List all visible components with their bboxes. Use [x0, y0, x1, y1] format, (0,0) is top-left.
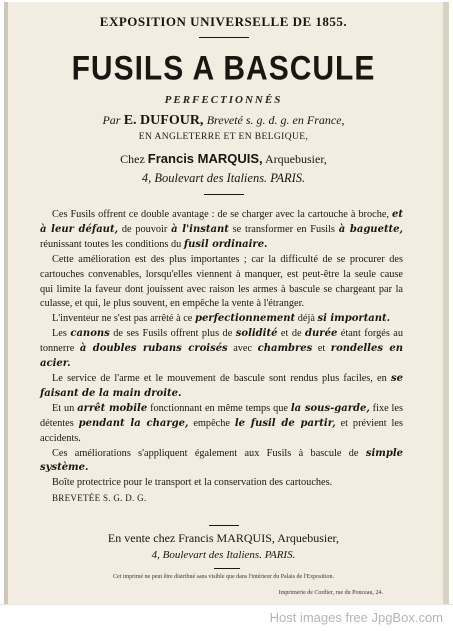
poster-title: FUSILS A BASCULE [71, 49, 376, 88]
host-bar [0, 604, 453, 631]
maker-name: E. DUFOUR, [123, 113, 204, 128]
dealer-name: Francis MARQUIS, [147, 151, 263, 166]
paragraph: Les canons de ses Fusils offrent plus de solidité et de durée étant forgés au tonnerre à doubles rubans croisés avec chambres et rondelles en acier. [40, 328, 404, 370]
dealer-line [4, 151, 443, 167]
brevete-text: Breveté s. g. d. g. en France, [206, 113, 345, 127]
paragraph: Boîte protectrice pour le transport et la conservation des cartouches. [52, 477, 333, 489]
paper-edge [4, 2, 8, 604]
paragraph: L'inventeur ne s'est pas arrêté à ce perfectionnement déjà si important. [52, 313, 391, 325]
dealer-address: 4, Boulevart des Italiens. PARIS. [141, 171, 306, 185]
paragraph: Cette amélioration est des plus importantes ; car la difficulté de se procurer des cartouches convenables, lorsqu'elles viennent à manquer, est peut-être la seule cause qui limite la faveur dont jouissent avec raison les armes à bascule se chargeant par la culasse, et qui, le plus souvent, en empêche la vente à l'étranger. [40, 253, 403, 310]
par-label: Par [102, 113, 121, 127]
paragraph: Ces Fusils offrent ce double avantage : de se charger avec la cartouche à broche, et à leur défaut, de pouvoir à l'instant se transformer en Fusils à baguette, réunissant toutes les conditions du fusil ordinaire. [40, 209, 404, 250]
poster-body [40, 208, 403, 506]
paragraph: Ces améliorations s'appliquent également aux Fusils à bascule de simple système. [40, 447, 403, 474]
poster-subtitle: PERFECTIONNÉS [164, 94, 283, 106]
divider-rule [204, 194, 244, 195]
paragraph: Et un arrêt mobile fonctionnant en même temps que la sous-garde, fixe les détentes pendant la charge, empêche le fusil de partir, et prévient les accidents. [40, 402, 403, 444]
paragraph: Le service de l'arme et le mouvement de bascule sont rendus plus faciles, en se faisant de la main droite. [40, 372, 403, 399]
sale-address: 4, Boulevart des Italiens. PARIS. [151, 549, 296, 561]
poster-sheet [4, 2, 449, 604]
patent-note: BREVETÉE S. G. D. G. [52, 493, 147, 504]
host-link[interactable]: Host images free JpgBox.com [269, 610, 443, 625]
sale-line: En vente chez Francis MARQUIS, Arquebusier, [107, 531, 340, 545]
chez-label: Chez [120, 152, 145, 166]
dealer-role: Arquebusier, [265, 152, 327, 166]
distribution-notice: Cet imprimé ne peut être distribué sans visible que dans l'intérieur du Palais de l'Exposition. [113, 574, 334, 580]
divider-rule [214, 568, 240, 569]
maker-line [4, 112, 443, 129]
divider-rule [199, 37, 249, 38]
countries-line: EN ANGLETERRE ET EN BELGIQUE, [138, 132, 309, 142]
printer-credit: Imprimerie de Cordier, rue du Ponceau, 24. [278, 590, 383, 596]
exposition-heading: EXPOSITION UNIVERSELLE DE 1855. [99, 14, 348, 29]
divider-rule [209, 525, 239, 526]
